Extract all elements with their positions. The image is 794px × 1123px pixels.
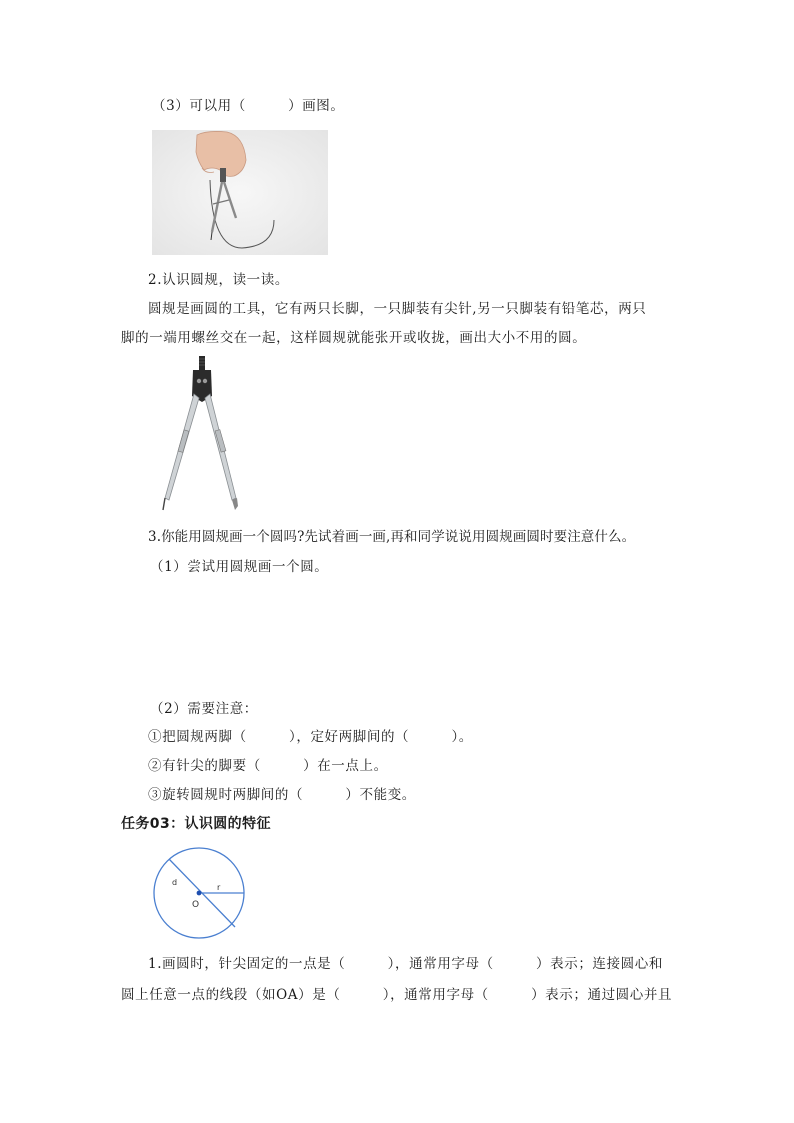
section-2-paragraph-line-2: 脚的一端用螺丝交在一起，这样圆规就能张开或收拢，画出大小不用的圆。 [121, 330, 587, 346]
compass-photo [155, 354, 247, 514]
hand-drawing-photo [152, 130, 328, 255]
circle-diagram-svg [150, 846, 250, 946]
section-3-question-2: （2）需要注意： [150, 701, 258, 717]
compass-illustration [155, 354, 247, 514]
section-2-paragraph-line-1: 圆规是画圆的工具，它有两只长脚，一只脚装有尖针,另一只脚装有铅笔芯，两只 [148, 301, 647, 317]
label-d: d [172, 878, 178, 887]
section-3-question-1: （1）尝试用圆规画一个圆。 [150, 559, 329, 575]
task-1-line-2: 圆上任意一点的线段（如OA）是（ ），通常用字母（ ）表示；通过圆心并且 [121, 987, 673, 1003]
label-r: r [217, 883, 221, 892]
section-2-title: 2.认识圆规，读一读。 [148, 272, 289, 288]
note-2: ②有针尖的脚要（ ）在一点上。 [148, 758, 388, 774]
circle-diagram [150, 846, 250, 946]
task-1-line-1: 1.画圆时，针尖固定的一点是（ ），通常用字母（ ）表示；连接圆心和 [148, 956, 663, 972]
task-03-title: 任务03：认识圆的特征 [121, 816, 271, 832]
label-o: O [192, 900, 200, 910]
question-3: （3）可以用（ ）画图。 [152, 98, 345, 114]
section-3-title: 3.你能用圆规画一个圆吗?先试着画一画,再和同学说说用圆规画圆时要注意什么。 [148, 529, 636, 545]
hand-drawing-illustration [152, 130, 328, 255]
note-3: ③旋转圆规时两脚间的（ ）不能变。 [148, 787, 416, 803]
note-1: ①把圆规两脚（ ），定好两脚间的（ ）。 [148, 729, 473, 745]
center-point [197, 891, 202, 896]
